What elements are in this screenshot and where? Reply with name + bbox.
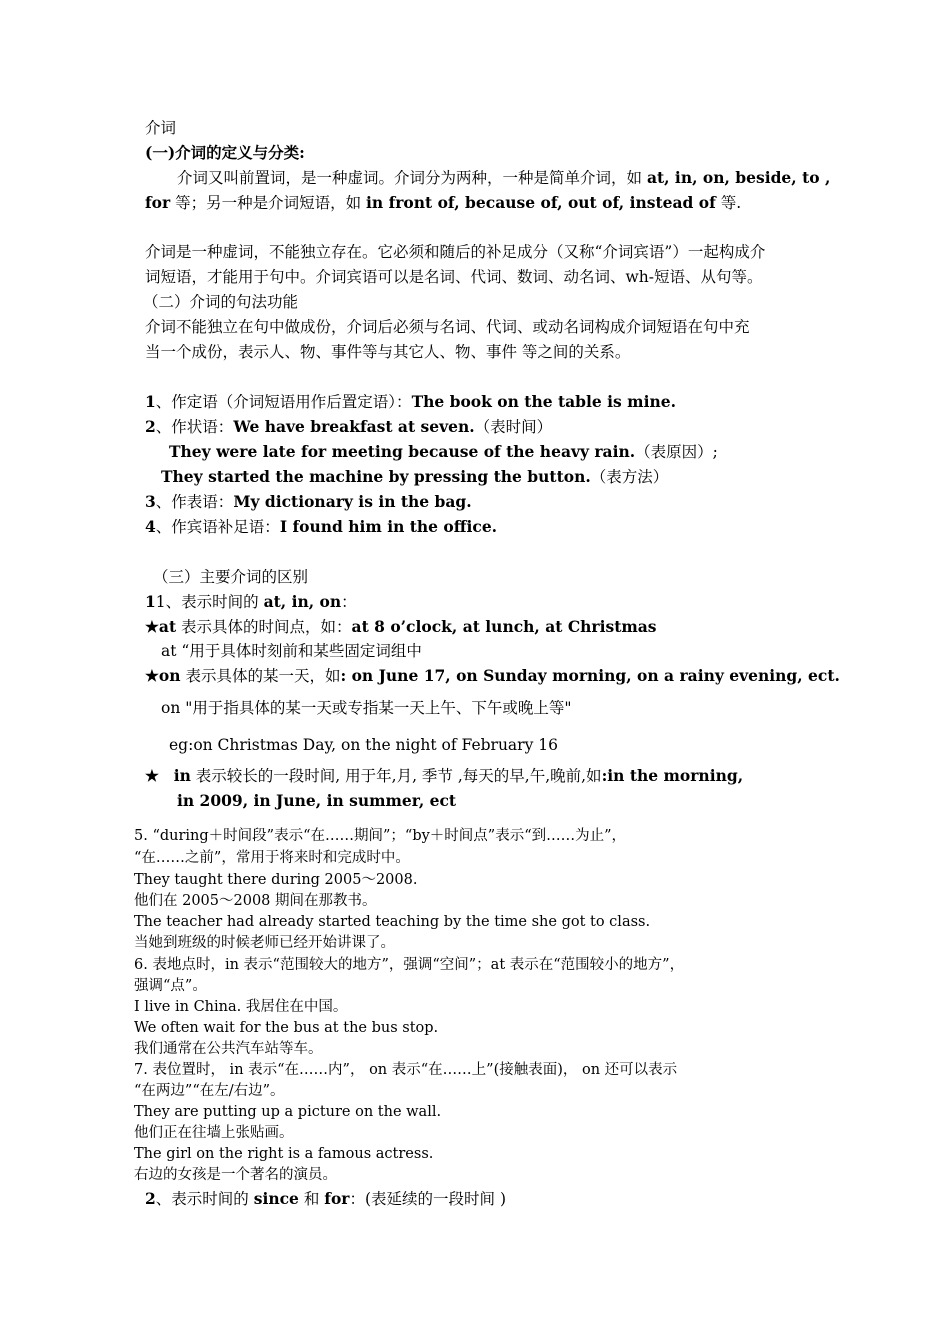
function-item-2-example-2: They were late for meeting because of the heavy rain.（表原因）; — [169, 442, 718, 461]
section1-heading: (一)介词的定义与分类: — [145, 143, 305, 162]
at-note: at “用于具体时刻前和某些固定词组中 — [161, 642, 422, 660]
function-item-1: 1、作定语（介词短语用作后置定语）：The book on the table is mine. — [145, 392, 676, 411]
function-item-4: 4、作宾语补足语：I found him in the office. — [145, 517, 498, 536]
rule5-example2-zh: 当她到班级的时候老师已经开始讲课了。 — [134, 935, 395, 951]
doc-title: 介词 — [145, 119, 177, 137]
rule7-example2-en: The girl on the right is a famous actress. — [134, 1146, 434, 1162]
rule5-example1-en: They taught there during 2005～2008. — [134, 872, 418, 888]
rule7-example1-en: They are putting up a picture on the wall. — [134, 1104, 442, 1120]
section2-heading: （二）介词的句法功能 — [143, 293, 299, 311]
in-rule: ★ in 表示较长的一段时间, 用于年,月, 季节 ,每天的早,午,晚前,如:in the morning, — [145, 766, 744, 785]
sec1-paragraph2-line2: 词短语，才能用于句中。介词宾语可以是名词、代词、数词、动名词、wh-短语、从句等。 — [145, 268, 763, 286]
sec1-paragraph1-line2: for 等；另一种是介词短语，如 in front of, because of, out of, instead of 等. — [145, 193, 742, 212]
on-example: eg:on Christmas Day, on the night of February 16 — [169, 736, 558, 754]
sec2-paragraph-line2: 当一个成份，表示人、物、事件等与其它人、物、事件 等之间的关系。 — [145, 343, 631, 361]
rule6-line2: 强调“点”。 — [134, 978, 207, 994]
rule5-line2: “在……之前”，常用于将来时和完成时中。 — [134, 850, 410, 866]
rule5-line1: 5. “during＋时间段”表示“在……期间”；“by＋时间点”表示“到……为止”， — [134, 828, 627, 844]
sec2-paragraph-line1: 介词不能独立在句中做成份，介词后必须与名词、代词、或动名词构成介词短语在句中充 — [145, 318, 750, 336]
section3-heading: （三）主要介词的区别 — [153, 568, 309, 586]
rule6-example1: I live in China. 我居住在中国。 — [134, 999, 348, 1015]
in-rule-examples: in 2009, in June, in summer, ect — [177, 791, 457, 810]
sec1-paragraph1-line1: 介词又叫前置词，是一种虚词。介词分为两种，一种是简单介词，如 at, in, on, beside, to , — [177, 168, 831, 187]
function-item-2: 2、作状语：We have breakfast at seven.（表时间） — [145, 417, 553, 436]
function-item-2-example-3: They started the machine by pressing the button.（表方法） — [161, 467, 669, 486]
function-item-3: 3、作表语：My dictionary is in the bag. — [145, 492, 472, 511]
rule7-line2: “在两边”“在左/右边”。 — [134, 1083, 285, 1099]
time-prepositions-heading: 11、表示时间的 at, in, on： — [145, 592, 357, 611]
since-for-heading: 2、表示时间的 since 和 for：(表延续的一段时间 ) — [145, 1189, 507, 1208]
on-note: on "用于指具体的某一天或专指某一天上午、下午或晚上等" — [161, 699, 572, 717]
rule6-line1: 6. 表地点时，in 表示“范围较大的地方”，强调“空间”；at 表示在“范围较小的地方”， — [134, 957, 685, 973]
rule7-example1-zh: 他们正在往墙上张贴画。 — [134, 1125, 294, 1141]
rule7-line1: 7. 表位置时， in 表示“在……内”， on 表示“在……上”(接触表面)， on 还可以表示 — [134, 1062, 678, 1078]
rule7-example2-zh: 右边的女孩是一个著名的演员。 — [134, 1167, 337, 1183]
rule6-example2-en: We often wait for the bus at the bus stop. — [134, 1020, 439, 1036]
rule5-example1-zh: 他们在 2005～2008 期间在那教书。 — [134, 893, 377, 909]
on-rule: ★on 表示具体的某一天，如: on June 17, on Sunday morning, on a rainy evening, ect. — [145, 666, 840, 685]
at-rule: ★at 表示具体的时间点，如：at 8 o’clock, at lunch, at Christmas — [145, 617, 657, 636]
rule6-example2-zh: 我们通常在公共汽车站等车。 — [134, 1041, 323, 1057]
sec1-paragraph2-line1: 介词是一种虚词，不能独立存在。它必须和随后的补足成分（又称“介词宾语”）一起构成介 — [145, 243, 766, 261]
rule5-example2-en: The teacher had already started teaching by the time she got to class. — [134, 914, 651, 930]
